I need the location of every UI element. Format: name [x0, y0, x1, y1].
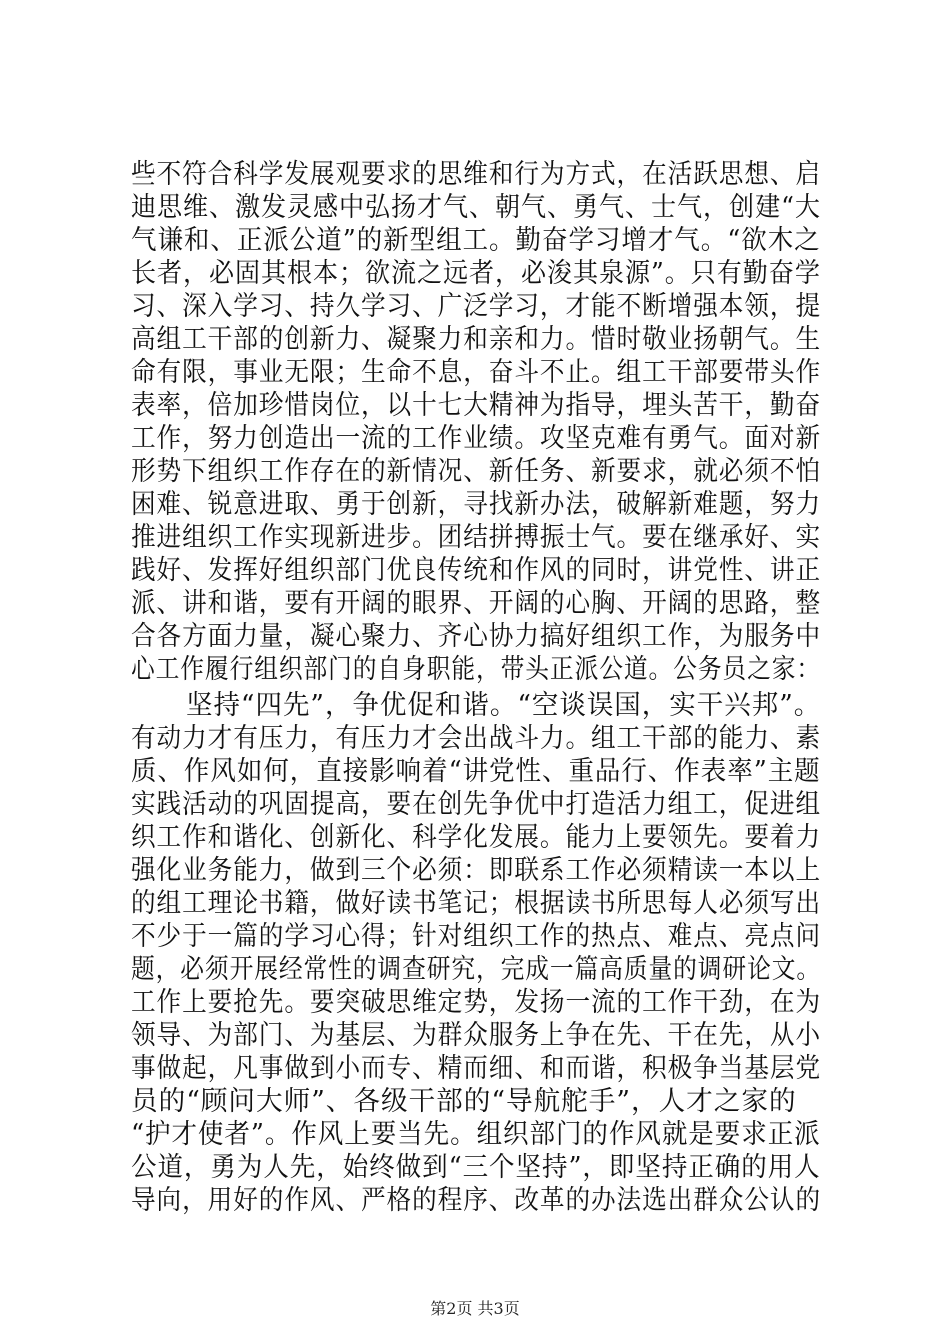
text-line: 高组工干部的创新力、凝聚力和亲和力。惜时敬业扬朝气。生	[131, 324, 821, 355]
text-line: 践好、发挥好组织部门优良传统和作风的同时，讲党性、讲正	[131, 555, 821, 586]
page-footer	[0, 1299, 950, 1319]
text-line: 织工作和谐化、创新化、科学化发展。能力上要领先。要着力	[131, 822, 821, 853]
text-line: 合各方面力量，凝心聚力、齐心协力搞好组织工作，为服务中	[131, 621, 821, 652]
text-line: 题，必须开展经常性的调查研究，完成一篇高质量的调研论文。	[131, 954, 821, 985]
text-line: 的组工理论书籍，做好读书笔记；根据读书所思每人必须写出	[131, 888, 821, 919]
text-line: 有动力才有压力，有压力才会出战斗力。组工干部的能力、素	[131, 723, 821, 754]
text-line: 不少于一篇的学习心得；针对组织工作的热点、难点、亮点问	[131, 921, 821, 952]
text-line: 工作，努力创造出一流的工作业绩。攻坚克难有勇气。面对新	[131, 423, 821, 454]
text-line: 事做起，凡事做到小而专、精而细、和而谐，积极争当基层党	[131, 1053, 821, 1084]
text-line: 长者，必固其根本；欲流之远者，必浚其泉源”。只有勤奋学	[131, 258, 821, 289]
text-line: 实践活动的巩固提高，要在创先争优中打造活力组工，促进组	[131, 789, 821, 820]
text-line: 困难、锐意进取、勇于创新，寻找新办法，破解新难题，努力	[131, 489, 821, 520]
text-line: 表率，倍加珍惜岗位，以十七大精神为指导，埋头苦干，勤奋	[131, 390, 821, 421]
paragraph-continued	[131, 158, 831, 686]
text-line: 强化业务能力，做到三个必须：即联系工作必须精读一本以上	[131, 855, 821, 886]
text-line: 坚持“四先”，争优促和谐。“空谈误国，实干兴邦”。	[131, 690, 822, 721]
text-line: 形势下组织工作存在的新情况、新任务、新要求，就必须不怕	[131, 456, 821, 487]
text-line: 推进组织工作实现新进步。团结拼搏振士气。要在继承好、实	[131, 522, 821, 553]
page-number-label: 第2页 共3页	[430, 1299, 520, 1318]
text-line: 习、深入学习、持久学习、广泛学习，才能不断增强本领，提	[131, 291, 821, 322]
text-line: 派、讲和谐，要有开阔的眼界、开阔的心胸、开阔的思路，整	[131, 588, 821, 619]
text-line: “护才使者”。作风上要当先。组织部门的作风就是要求正派	[131, 1119, 821, 1150]
text-line: 心工作履行组织部门的自身职能，带头正派公道。公务员之家：	[131, 654, 821, 685]
text-line: 工作上要抢先。要突破思维定势，发扬一流的工作干劲，在为	[131, 987, 821, 1018]
text-line: 导向，用好的作风、严格的程序、改革的办法选出群众公认的	[131, 1185, 821, 1216]
text-line: 气谦和、正派公道”的新型组工。勤奋学习增才气。“欲木之	[131, 225, 821, 256]
text-line: 质、作风如何，直接影响着“讲党性、重品行、作表率”主题	[131, 756, 821, 787]
text-line: 员的“顾问大师”、各级干部的“导航舵手”，人才之家的	[131, 1086, 797, 1117]
text-line: 些不符合科学发展观要求的思维和行为方式，在活跃思想、启	[131, 159, 821, 190]
paragraph-four-firsts	[131, 689, 831, 1217]
text-line: 领导、为部门、为基层、为群众服务上争在先、干在先，从小	[131, 1020, 821, 1051]
text-line: 迪思维、激发灵感中弘扬才气、朝气、勇气、士气，创建“大	[131, 192, 821, 223]
text-line: 命有限，事业无限；生命不息，奋斗不止。组工干部要带头作	[131, 357, 821, 388]
text-line: 公道，勇为人先，始终做到“三个坚持”，即坚持正确的用人	[131, 1152, 821, 1183]
